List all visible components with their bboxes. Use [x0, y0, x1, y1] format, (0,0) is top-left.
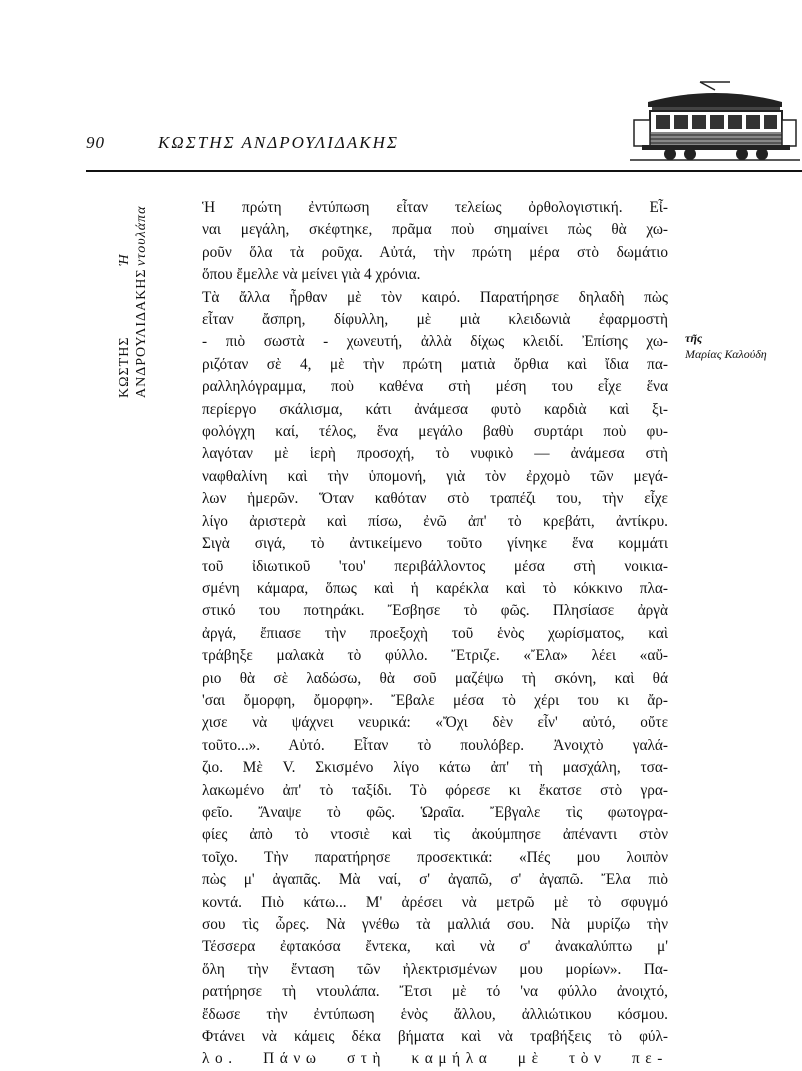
text-line: ραλληλόγραμμα, ποὺ καθένα στὴ μέση του εἶχε ἕνα — [202, 378, 668, 396]
text-line: περίεργο σκάλισμα, κάτι ἀνάμεσα φυτὸ καρδιὰ καὶ ξι- — [202, 400, 668, 418]
text-line: ἔδωσε τὴν ἐντύπωση ἑνὸς ἄλλου, ἀλλιώτικου κόσμου. — [202, 1005, 668, 1023]
text-line: φεῖο. Ἄναψε τὸ φῶς. Ὡραῖα. Ἔβγαλε τὶς φωτογρα- — [202, 803, 668, 821]
text-line: λο. Πάνω στὴ καμήλα μὲ τὸν πε- — [202, 1050, 668, 1068]
text-line: ζιο. Μὲ V. Σκισμένο λίγο κάτω ἀπ' τὴ μασχάλη, τσα- — [202, 759, 668, 777]
text-line: λίγο ἀριστερὰ καὶ πίσω, ἐνῶ ἀπ' τὸ κρεβάτι, ἀντίκρυ. — [202, 512, 668, 530]
side-title-author: ΚΩΣΤΗΣ ΑΝΔΡΟΥΛΙΔΑΚΗΣ — [117, 268, 149, 398]
text-line: λαγόταν μὲ ἱερὴ προσοχή, τὸ νυφικὸ — ἀνάμεσα στὴ — [202, 445, 668, 463]
text-line: ρατήρησε τὴ ντουλάπα. Ἔτσι μὲ τό 'να φύλλο ἀνοιχτό, — [202, 983, 668, 1001]
text-line: σμένη κάμαρα, ὅπως καὶ ἡ καρέκλα καὶ τὸ κόκκινο πλα- — [202, 579, 668, 597]
header-rule — [86, 170, 802, 172]
body-text — [202, 197, 668, 1071]
text-line: - πιὸ σωστὰ - χωνευτή, ἀλλὰ δίχως κλειδί. Ἐπίσης χω- — [202, 333, 668, 351]
page-header — [0, 0, 802, 180]
text-line: τοῖχο. Τὴν παρατήρησε προσεκτικά: «Πές μου λοιπὸν — [202, 848, 668, 866]
text-line: στικό του ποτηράκι. Ἔσβησε τὸ φῶς. Πλησίασε ἀργὰ — [202, 602, 668, 620]
text-line: Ἡ πρώτη ἐντύπωση εἶταν τελείως ὀρθολογιστική. Εἶ- — [202, 199, 668, 216]
text-line: χισε νὰ ψάχνει νευρικά: «Ὄχι δὲν εἶν' αὐτό, οὔτε — [202, 714, 668, 732]
text-line: πὼς μ' ἀγαπᾶς. Μὰ ναί, σ' ἀγαπῶ, σ' ἀγαπῶ. Ἔλα πιὸ — [202, 871, 668, 889]
text-line: Τέσσερα ἐφτακόσα ἔντεκα, καὶ νὰ σ' ἀνακαλύπτω μ' — [202, 938, 668, 956]
text-line: Τὰ ἄλλα ἦρθαν μὲ τὸν καιρό. Παρατήρησε δηλαδὴ πὼς — [202, 288, 668, 306]
text-line: λακωμένο ἀπ' τὸ ταξίδι. Τὸ φόρεσε κι ἔκατσε στὸ γρα- — [202, 781, 668, 799]
text-line: ροῦν ὅλα τὰ ροῦχα. Αὐτά, τὴν πρώτη μέρα στὸ δωμάτιο — [202, 243, 668, 261]
text-line: ριο θὰ σὲ λαδώσω, θὰ σοῦ μαζέψω τὴ σκόνη, καὶ θά — [202, 669, 668, 687]
translator-note — [685, 330, 767, 362]
text-line: κοντά. Πιὸ κάτω... Μ' ἀρέσει νὰ μετρῶ μὲ τὸ σφυγμό — [202, 893, 668, 911]
side-title — [116, 208, 150, 398]
text-line: 'σαι ὄμορφη, ὄμορφη». Ἔβαλε μέσα τὸ χέρι του κι ἄρ- — [202, 691, 668, 709]
tram-icon — [630, 80, 800, 162]
translator-note-prefix: τῆς — [685, 331, 703, 345]
text-line: εἶταν ἄσπρη, δίφυλλη, μὲ μιὰ κλειδωνιὰ ἐφαρμοστὴ — [202, 311, 668, 329]
text-line: Σιγὰ σιγά, τὸ ἀντικείμενο τοῦτο γίνηκε ἕνα κομμάτι — [202, 535, 668, 553]
text-line: τοῦτο...». Αὐτό. Εἶταν τὸ πουλόβερ. Ἀνοιχτὸ γαλά- — [202, 736, 668, 754]
text-line: σου τὶς ὧρες. Νὰ γνέθω τὰ μαλλιά σου. Νὰ μυρίζω τὴν — [202, 916, 668, 933]
text-line: φολόγχη καί, τέλος, ἕνα μεγάλο βαθὺ συρτάρι ποὺ φυ- — [202, 423, 668, 441]
running-head: ΚΩΣΤΗΣ ΑΝΔΡΟΥΛΙΔΑΚΗΣ — [158, 133, 399, 152]
text-line: Φτάνει νὰ κάμεις δέκα βήματα καὶ νὰ τραβήξεις τὸ φύλ- — [202, 1028, 668, 1046]
text-line: ριζόταν σὲ 4, μὲ τὴν πρώτη ματιὰ ὄρθια καὶ ἴδια πα- — [202, 355, 668, 373]
text-line: ὅπου ἔμελλε νὰ μείνει γιὰ 4 χρόνια. — [202, 266, 421, 284]
text-line: ὅλη τὴν ἔνταση τῶν ἠλεκτρισμένων μου μορίων». Πα- — [202, 960, 668, 978]
text-line: τοῦ ἰδιωτικοῦ 'του' περιβάλλοντος μέσα στὴ νοικια- — [202, 557, 668, 575]
text-line: φίες ἀπὸ τὸ ντοσιὲ καὶ τὶς ἀκούμπησε ἀπέναντι στὸν — [202, 826, 668, 844]
text-line: λων ἡμερῶν. Ὅταν καθόταν στὸ τραπέζι του, τὴν εἶχε — [202, 490, 668, 508]
text-line: τράβηξε μαλακὰ τὸ φύλλο. Ἔτριζε. «Ἔλα» λέει «αὔ- — [202, 647, 668, 665]
text-line: ἀργά, ἔπιασε τὴν προεξοχὴ τοῦ ἑνὸς χωρίσματος, καὶ — [202, 624, 668, 642]
page-number: 90 — [86, 133, 105, 152]
text-line: ναι μεγάλη, σκέφτηκε, πρᾶμα ποὺ σημαίνει πὼς θὰ χω- — [202, 221, 668, 239]
side-title-work: Ἡ ντουλάπα — [117, 206, 149, 267]
text-line: ναφθαλίνη καὶ τὴν ὑπομονή, γιὰ τὸν ἐρχομὸ τῶν μεγά- — [202, 467, 668, 485]
translator-name: Μαρίας Καλούδη — [685, 347, 767, 361]
